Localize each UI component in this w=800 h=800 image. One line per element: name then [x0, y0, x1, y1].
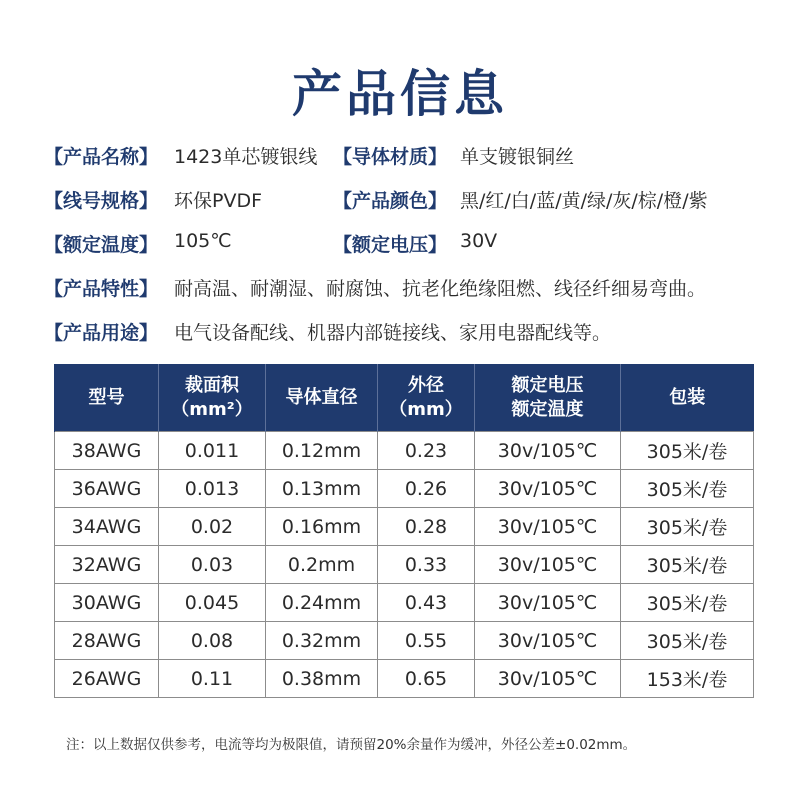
- cell-outer-diameter: 0.28: [378, 508, 475, 546]
- cell-rating: 30v/105℃: [475, 508, 621, 546]
- cell-outer-diameter: 0.23: [378, 432, 475, 470]
- cell-model: 34AWG: [55, 508, 159, 546]
- rated-temperature-label: 【额定温度】: [44, 234, 159, 256]
- rated-voltage-value: 30V: [460, 230, 498, 252]
- header-packaging: 包装: [621, 364, 754, 432]
- cell-model: 30AWG: [55, 584, 159, 622]
- header-outer-diameter: 外径 （mm）: [378, 364, 475, 432]
- cell-conductor-diameter: 0.38mm: [266, 660, 378, 698]
- rated-voltage-label: 【额定电压】: [333, 234, 448, 256]
- conductor-material-label: 【导体材质】: [333, 146, 448, 168]
- header-model: 型号: [55, 364, 159, 432]
- info-row-features: [44, 274, 774, 318]
- cell-packaging: 305米/卷: [621, 546, 754, 584]
- cell-model: 26AWG: [55, 660, 159, 698]
- table-row: [55, 432, 754, 470]
- table-row: [55, 508, 754, 546]
- header-conductor-diameter: 导体直径: [266, 364, 378, 432]
- table-row: [55, 660, 754, 698]
- cell-cross-section: 0.02: [159, 508, 266, 546]
- cell-conductor-diameter: 0.13mm: [266, 470, 378, 508]
- product-color-label: 【产品颜色】: [333, 190, 448, 212]
- cell-model: 28AWG: [55, 622, 159, 660]
- spec-table-header: [55, 364, 754, 432]
- cell-cross-section: 0.045: [159, 584, 266, 622]
- conductor-material-value: 单支镀银铜丝: [460, 146, 575, 168]
- cell-rating: 30v/105℃: [475, 660, 621, 698]
- cell-packaging: 305米/卷: [621, 432, 754, 470]
- wire-spec-value: 环保PVDF: [174, 190, 263, 212]
- rated-temperature-value: 105℃: [174, 230, 232, 252]
- cell-cross-section: 0.011: [159, 432, 266, 470]
- header-cross-section: 裁面积 （mm²）: [159, 364, 266, 432]
- cell-rating: 30v/105℃: [475, 432, 621, 470]
- cell-outer-diameter: 0.43: [378, 584, 475, 622]
- product-color-value: 黑/红/白/蓝/黄/绿/灰/棕/橙/紫: [460, 190, 708, 212]
- header-rating: 额定电压 额定温度: [475, 364, 621, 432]
- cell-outer-diameter: 0.65: [378, 660, 475, 698]
- product-usage-label: 【产品用途】: [44, 322, 159, 344]
- cell-model: 32AWG: [55, 546, 159, 584]
- cell-outer-diameter: 0.26: [378, 470, 475, 508]
- product-info-list: [44, 142, 774, 362]
- cell-packaging: 305米/卷: [621, 470, 754, 508]
- cell-conductor-diameter: 0.16mm: [266, 508, 378, 546]
- info-row-temp-voltage: [44, 230, 774, 274]
- product-features-label: 【产品特性】: [44, 278, 159, 300]
- cell-cross-section: 0.013: [159, 470, 266, 508]
- cell-model: 38AWG: [55, 432, 159, 470]
- cell-rating: 30v/105℃: [475, 546, 621, 584]
- cell-packaging: 305米/卷: [621, 508, 754, 546]
- table-row: [55, 546, 754, 584]
- info-row-name-material: [44, 142, 774, 186]
- cell-outer-diameter: 0.33: [378, 546, 475, 584]
- footnote: 注：以上数据仅供参考，电流等均为极限值，请预留20%余量作为缓冲，外径公差±0.02mm。: [66, 737, 637, 753]
- cell-rating: 30v/105℃: [475, 622, 621, 660]
- table-row: [55, 470, 754, 508]
- cell-packaging: 305米/卷: [621, 584, 754, 622]
- cell-model: 36AWG: [55, 470, 159, 508]
- cell-outer-diameter: 0.55: [378, 622, 475, 660]
- product-features-value: 耐高温、耐潮湿、耐腐蚀、抗老化绝缘阻燃、线径纤细易弯曲。: [174, 278, 707, 300]
- table-row: [55, 584, 754, 622]
- cell-packaging: 305米/卷: [621, 622, 754, 660]
- product-name-label: 【产品名称】: [44, 146, 159, 168]
- cell-cross-section: 0.11: [159, 660, 266, 698]
- product-usage-value: 电气设备配线、机器内部链接线、家用电器配线等。: [174, 322, 612, 344]
- cell-conductor-diameter: 0.2mm: [266, 546, 378, 584]
- cell-cross-section: 0.03: [159, 546, 266, 584]
- product-name-value: 1423单芯镀银线: [174, 146, 318, 168]
- cell-packaging: 153米/卷: [621, 660, 754, 698]
- table-row: [55, 622, 754, 660]
- cell-rating: 30v/105℃: [475, 470, 621, 508]
- page-title: 产品信息: [292, 65, 508, 123]
- spec-table: [54, 364, 754, 698]
- cell-conductor-diameter: 0.32mm: [266, 622, 378, 660]
- cell-conductor-diameter: 0.12mm: [266, 432, 378, 470]
- wire-spec-label: 【线号规格】: [44, 190, 159, 212]
- cell-conductor-diameter: 0.24mm: [266, 584, 378, 622]
- cell-rating: 30v/105℃: [475, 584, 621, 622]
- cell-cross-section: 0.08: [159, 622, 266, 660]
- info-row-usage: [44, 318, 774, 362]
- info-row-spec-color: [44, 186, 774, 230]
